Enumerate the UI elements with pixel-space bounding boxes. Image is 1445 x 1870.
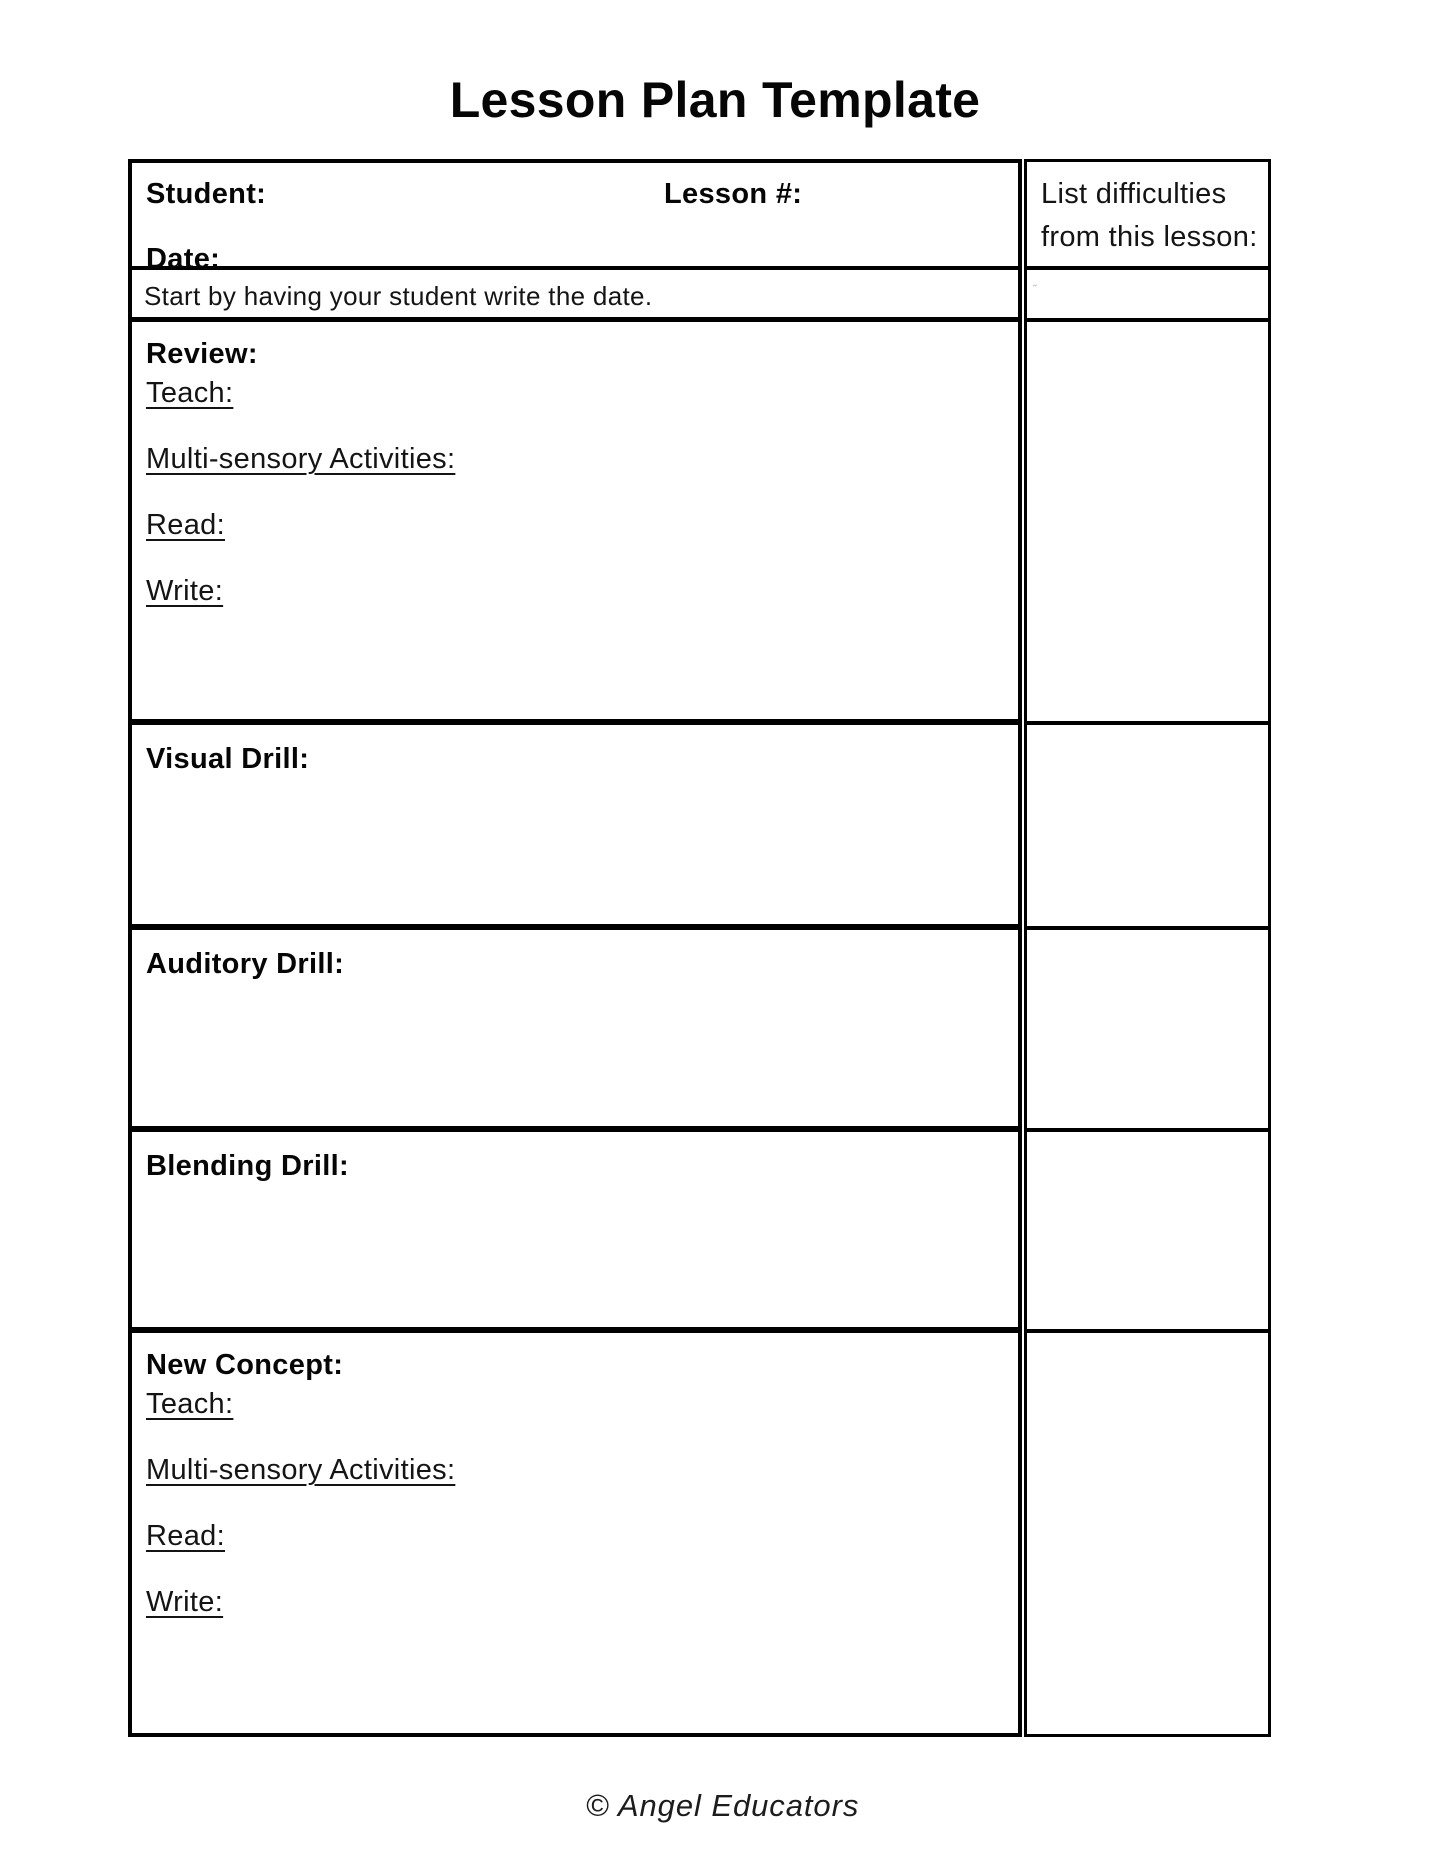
stray-scan-mark: ˶: [1033, 277, 1038, 291]
difficulties-column: [1024, 159, 1271, 1737]
difficulties-visual-cell: [1027, 725, 1268, 930]
visual-drill-cell: [132, 725, 1018, 930]
blending-drill-cell: [132, 1132, 1018, 1333]
main-column: [128, 159, 1022, 1737]
new-concept-read-label: Read:: [146, 1520, 225, 1552]
new-concept-label: New Concept:: [146, 1349, 344, 1381]
date-label: Date:: [146, 243, 221, 275]
auditory-drill-label: Auditory Drill:: [146, 948, 345, 980]
student-label: Student:: [146, 178, 267, 210]
review-read-label: Read:: [146, 509, 225, 541]
review-teach-label: Teach:: [146, 377, 234, 409]
instruction-row: [132, 270, 1018, 322]
difficulties-header-cell: List difficulties from this lesson:: [1027, 162, 1268, 270]
review-label: Review:: [146, 338, 258, 370]
difficulties-auditory-cell: [1027, 930, 1268, 1132]
student-info-row: [132, 163, 1018, 275]
new-concept-cell: [132, 1333, 1018, 1733]
new-concept-multisensory-label: Multi-sensory Activities:: [146, 1454, 456, 1486]
auditory-drill-cell: [132, 930, 1018, 1132]
difficulties-instruction-cell: [1027, 270, 1268, 322]
lesson-plan-table: [128, 159, 1271, 1737]
blending-drill-label: Blending Drill:: [146, 1150, 349, 1182]
new-concept-write-label: Write:: [146, 1586, 224, 1618]
difficulties-blending-cell: [1027, 1132, 1268, 1333]
difficulties-review-cell: [1027, 322, 1268, 725]
review-multisensory-label: Multi-sensory Activities:: [146, 443, 456, 475]
new-concept-teach-label: Teach:: [146, 1388, 234, 1420]
copyright-footer: © Angel Educators: [585, 1788, 860, 1823]
lesson-number-label: Lesson #:: [664, 178, 803, 210]
visual-drill-label: Visual Drill:: [146, 743, 310, 775]
page-title: Lesson Plan Template: [449, 72, 981, 128]
instruction-text: Start by having your student write the date.: [144, 281, 653, 311]
student-lesson-line: [146, 175, 1006, 214]
difficulties-new-concept-cell: [1027, 1333, 1268, 1734]
review-section-cell: [132, 322, 1018, 725]
review-write-label: Write:: [146, 575, 224, 607]
